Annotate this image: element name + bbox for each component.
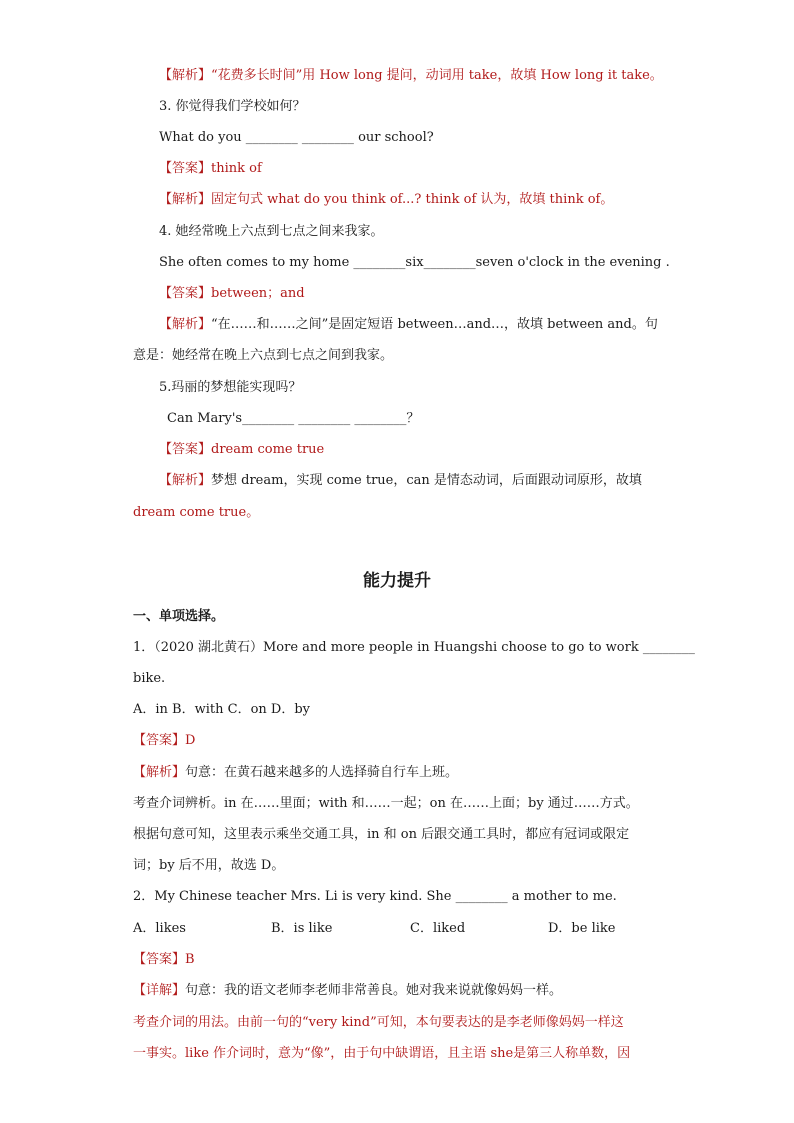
- analysis-tag: 【解析】: [159, 68, 212, 83]
- answer-tag: 【答案】: [159, 442, 212, 457]
- mc2-option-d: D．be like: [548, 921, 616, 936]
- mc1-stem-line1: 1．（2020 湖北黄石）More and more people in Huangshi choose to go to work ________: [133, 640, 695, 655]
- explanation-5-line2: dream come true。: [133, 505, 260, 520]
- mc1-options: A．in B．with C．on D．by: [133, 702, 310, 717]
- analysis-text: 句意：我的语文老师李老师非常善良。她对我来说就像妈妈一样。: [185, 983, 563, 998]
- mc2-explanation-line3: 一事实。like 作介词时，意为“像”，由于句中缺谓语，且主语 she是第三人称单数，因: [133, 1046, 631, 1061]
- answer-5: [159, 440, 324, 460]
- answer-text: dream come true: [211, 442, 325, 457]
- answer-text: think of: [211, 161, 262, 176]
- explanation-3: [159, 190, 613, 210]
- question-3-english: What do you ________ ________ our school?: [159, 130, 434, 145]
- question-5-english: Can Mary's________ ________ ________？: [167, 411, 420, 426]
- analysis-tag: 【解析】: [159, 192, 212, 207]
- analysis-text: “花费多长时间”用 How long 提问，动词用 take，故填 How long it take。: [211, 68, 663, 83]
- analysis-text: “在……和……之间”是固定短语 between…and…，故填 between and。句: [211, 317, 658, 332]
- mc2-option-b: B．is like: [271, 921, 333, 936]
- answer-text: D: [185, 733, 196, 748]
- mc2-option-a: A．likes: [133, 921, 186, 936]
- question-5-chinese: 5.玛丽的梦想能实现吗？: [159, 380, 302, 395]
- mc1-answer: [133, 731, 195, 751]
- mc1-explanation-line2: 考查介词辨析。in 在……里面；with 和……一起；on 在……上面；by 通过……方式。: [133, 796, 639, 811]
- answer-3: [159, 159, 262, 179]
- question-4-chinese: 4. 她经常晚上六点到七点之间来我家。: [159, 224, 384, 239]
- answer-tag: 【答案】: [133, 733, 186, 748]
- explanation-4-line2: 意是：她经常在晚上六点到七点之间到我家。: [133, 348, 394, 363]
- mc1-explanation-line3: 根据句意可知，这里表示乘坐交通工具，in 和 on 后跟交通工具时，都应有冠词或限定: [133, 827, 630, 842]
- answer-4: [159, 284, 305, 304]
- mc1-explanation-line1: [133, 763, 458, 783]
- mc2-answer: [133, 950, 195, 970]
- mc1-explanation-line4: 词；by 后不用，故选 D。: [133, 858, 285, 873]
- analysis-text: 梦想 dream，实现 come true，can 是情态动词，后面跟动词原形，故填: [211, 473, 642, 488]
- analysis-text: 固定句式 what do you think of...? think of 认为，故填 think of。: [211, 192, 614, 207]
- analysis-tag: 【解析】: [159, 473, 212, 488]
- analysis-line: [159, 66, 663, 86]
- question-4-english: She often comes to my home ________six________seven o'clock in the evening .: [159, 255, 670, 270]
- explanation-4-line1: [159, 315, 658, 335]
- section-title: 能力提升: [363, 571, 431, 591]
- detail-tag: 【详解】: [133, 983, 186, 998]
- analysis-text: 句意：在黄石越来越多的人选择骑自行车上班。: [185, 765, 459, 780]
- answer-tag: 【答案】: [133, 952, 186, 967]
- answer-tag: 【答案】: [159, 286, 212, 301]
- mc2-stem: 2．My Chinese teacher Mrs. Li is very kind. She ________ a mother to me.: [133, 889, 617, 904]
- analysis-tag: 【解析】: [133, 765, 186, 780]
- explanation-5-line1: [159, 471, 642, 491]
- part-heading: 一、单项选择。: [133, 609, 225, 624]
- question-3-chinese: 3. 你觉得我们学校如何？: [159, 99, 306, 114]
- answer-text: between；and: [211, 286, 305, 301]
- mc2-explanation-line1: [133, 981, 562, 1001]
- mc1-stem-line2: bike.: [133, 671, 166, 686]
- answer-text: B: [185, 952, 195, 967]
- analysis-tag: 【解析】: [159, 317, 212, 332]
- mc2-explanation-line2: 考查介词的用法。由前一句的“very kind”可知，本句要表达的是李老师像妈妈一样这: [133, 1015, 624, 1030]
- answer-tag: 【答案】: [159, 161, 212, 176]
- mc2-option-c: C．liked: [410, 921, 466, 936]
